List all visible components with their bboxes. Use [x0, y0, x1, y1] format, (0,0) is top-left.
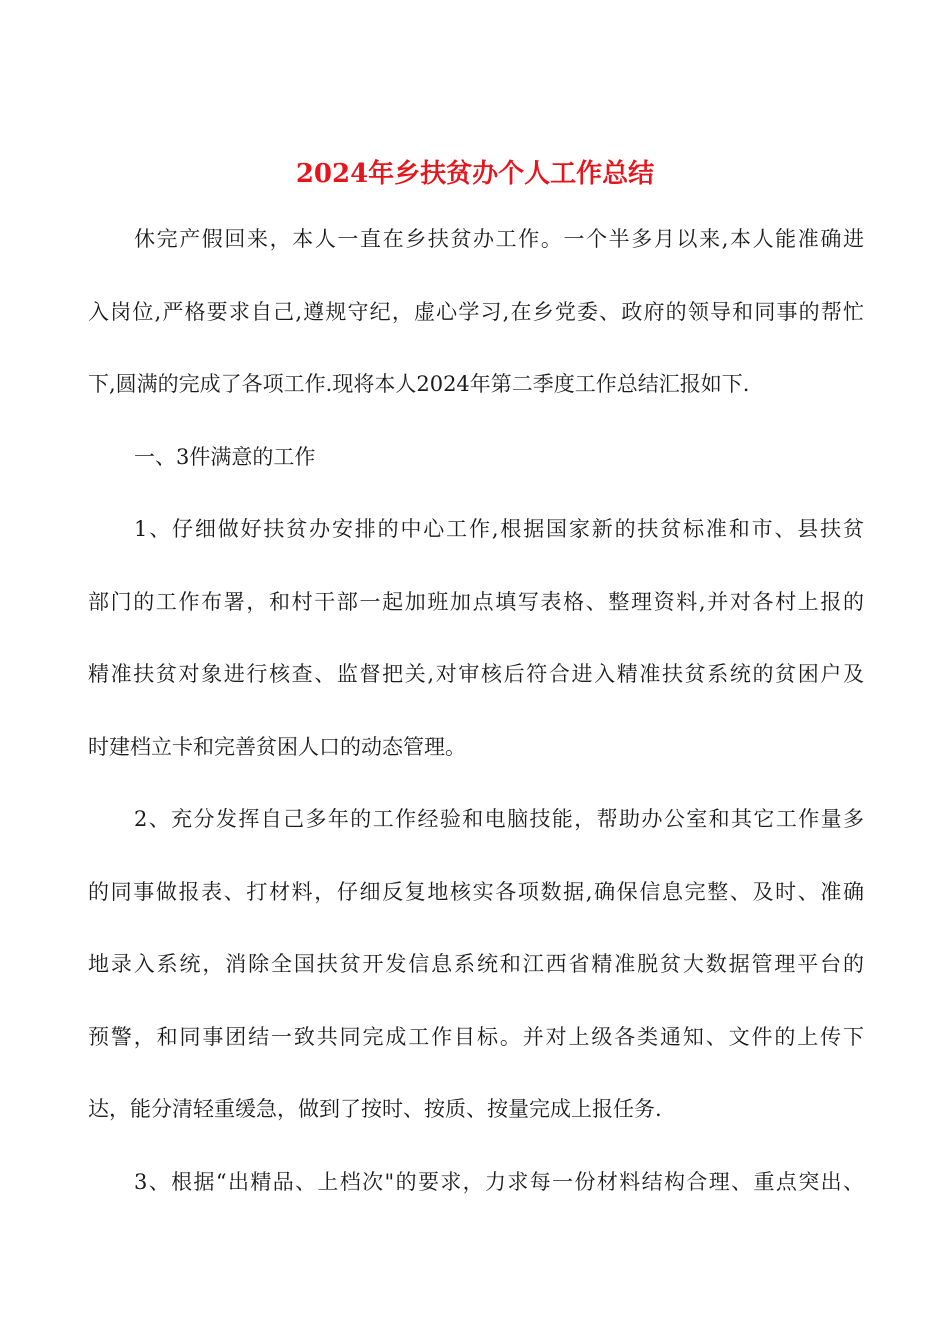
- document-body: [88, 220, 864, 1201]
- paragraph-line: 2、充分发挥自己多年的工作经验和电脑技能，帮助办公室和其它工作量多: [134, 807, 864, 831]
- document-title: 2024年乡扶贫办个人工作总结: [295, 159, 655, 189]
- paragraph-line: 地录入系统，消除全国扶贫开发信息系统和江西省精准脱贫大数据管理平台的: [88, 952, 864, 976]
- paragraph-line: 达，能分清轻重缓急，做到了按时、按质、按量完成上报任务.: [88, 1097, 662, 1121]
- paragraph-line: 精准扶贫对象进行核查、监督把关,对审核后符合进入精准扶贫系统的贫困户及: [88, 662, 864, 686]
- section-heading: 一、3件满意的工作: [134, 444, 316, 469]
- paragraph-line: 3、根据“出精品、上档次"的要求，力求每一份材料结构合理、重点突出、: [134, 1169, 864, 1194]
- paragraph-line: 入岗位,严格要求自己,遵规守纪，虚心学习,在乡党委、政府的领导和同事的帮忙: [88, 299, 864, 324]
- paragraph-line: 1、仔细做好扶贫办安排的中心工作,根据国家新的扶贫标准和市、县扶贫: [134, 517, 864, 541]
- paragraph-line: 休完产假回来，本人一直在乡扶贫办工作。一个半多月以来,本人能准确进: [134, 227, 864, 251]
- paragraph-line: 的同事做报表、打材料，仔细反复地核实各项数据,确保信息完整、及时、准确: [88, 879, 864, 904]
- paragraph-line: 下,圆满的完成了各项工作.现将本人2024年第二季度工作总结汇报如下.: [88, 372, 750, 396]
- paragraph-line: 部门的工作布署，和村干部一起加班加点填写表格、整理资料,并对各村上报的: [88, 589, 864, 614]
- paragraph-line: 时建档立卡和完善贫困人口的动态管理。: [88, 734, 466, 759]
- paragraph-line: 预警，和同事团结一致共同完成工作目标。并对上级各类通知、文件的上传下: [88, 1024, 864, 1049]
